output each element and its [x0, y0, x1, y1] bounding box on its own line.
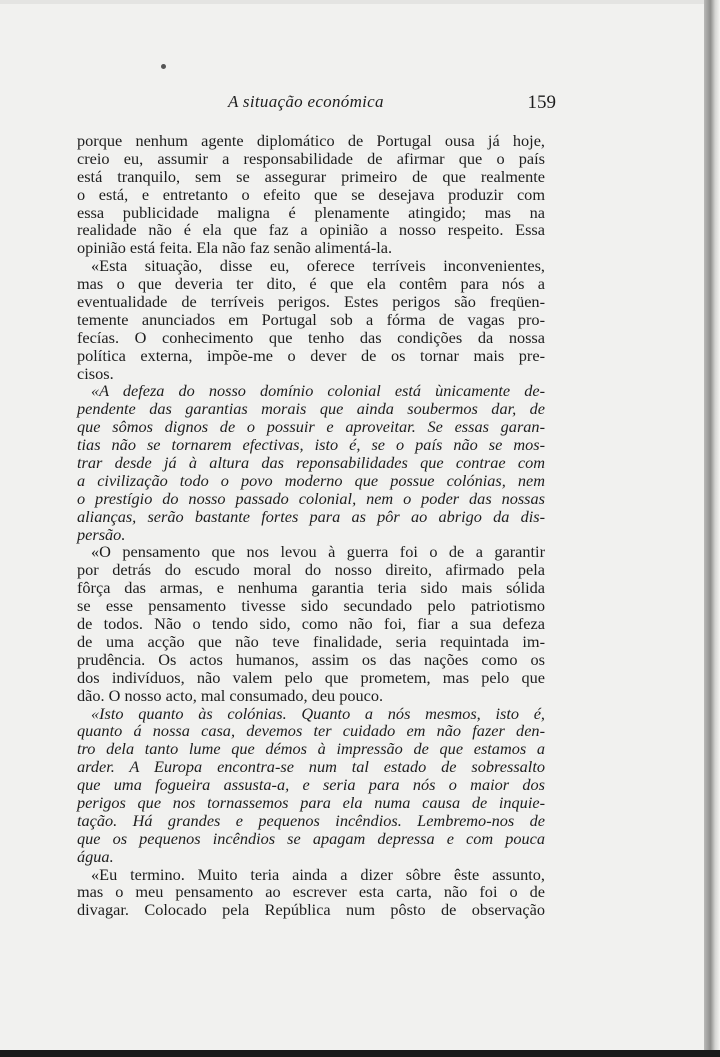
text-line: «Eu termino. Muito teria ainda a dizer sôbre êste assunto, [91, 864, 545, 884]
book-page [0, 4, 704, 1050]
text-line: o está, e entretanto o efeito que se desejava produzir com [77, 184, 545, 204]
text-line: essa publicidade maligna é plenamente atingido; mas na [77, 202, 545, 222]
text-line: temente anunciados em Portugal sob a fórma de vagas pro- [77, 309, 545, 329]
text-line: «Isto quanto às colónias. Quanto a nós mesmos, isto é, [91, 703, 545, 723]
text-line: eventualidade de terríveis perigos. Estes perigos são freqüen- [77, 292, 545, 312]
text-line: fecías. O conhecimento que tenho das condições da nossa [77, 327, 545, 347]
text-line: que uma fogueira assusta-a, e seria para nós o maior dos [77, 775, 545, 795]
text-line: a civilização todo o povo moderno que possue colónias, nem [77, 470, 545, 490]
text-line: alianças, serão bastante fortes para as pôr ao abrigo da dis- [77, 506, 545, 526]
text-line: creio eu, assumir a responsabilidade de afirmar que o país [77, 148, 545, 168]
ink-speck [161, 64, 166, 69]
text-line: opinião está feita. Ela não faz senão alimentá-la. [77, 238, 393, 258]
text-line: que os pequenos incêndios se apagam depressa e com pouca [77, 828, 545, 848]
text-line: cisos. [77, 363, 114, 383]
text-line: está tranquilo, sem se assegurar primeiro de que realmente [77, 166, 545, 186]
text-line: realidade não é ela que faz a opinião a nosso respeito. Essa [77, 220, 545, 240]
text-line: política externa, impõe-me o dever de os tornar mais pre- [77, 345, 545, 365]
text-line: água. [77, 846, 114, 866]
text-line: divagar. Colocado pela República num pôsto de observação [77, 900, 545, 920]
body-text [77, 132, 545, 919]
page-edge [704, 0, 720, 1057]
text-line: prudência. Os actos humanos, assim os das nações como os [77, 649, 545, 669]
text-line: fôrça das armas, e nenhuma garantia teria sido mais sólida [77, 578, 545, 598]
text-line: trar desde já à altura das reponsabilidades que contrae com [77, 453, 545, 473]
text-line: tro dela tanto lume que démos à impressão de que estamos a [77, 739, 545, 759]
text-line: se esse pensamento tivesse sido secundado pelo patriotismo [77, 596, 545, 616]
scan-border [0, 1050, 720, 1057]
page-header [228, 92, 556, 118]
page-number: 159 [527, 92, 556, 113]
text-line: quanto á nossa casa, devemos ter cuidado em não fazer den- [77, 721, 545, 741]
running-title: A situação económica [228, 92, 384, 111]
text-line: por detrás do escudo moral do nosso direito, afirmado pela [77, 560, 545, 580]
text-line: pendente das garantias morais que ainda soubermos dar, de [77, 399, 545, 419]
text-line: porque nenhum agente diplomático de Portugal ousa já hoje, [77, 131, 545, 150]
text-line: «O pensamento que nos levou à guerra foi o de a garantir [91, 542, 545, 562]
text-line: mas o que deveria ter dito, é que ela contêm para nós a [77, 274, 545, 294]
text-line: tias não se tornarem efectivas, isto é, se o país não se mos- [77, 435, 545, 455]
text-line: dão. O nosso acto, mal consumado, deu pouco. [77, 685, 384, 705]
text-line: «A defeza do nosso domínio colonial está ùnicamente de- [91, 381, 545, 401]
text-line: que sômos dignos de o possuir e aproveitar. Se essas garan- [77, 417, 545, 437]
text-line: de todos. Não o tendo sido, como não foi, fiar a sua defeza [77, 614, 545, 634]
text-line: «Esta situação, disse eu, oferece terríveis inconvenientes, [91, 256, 545, 276]
text-line: o prestígio do nosso passado colonial, nem o poder das nossas [77, 488, 545, 508]
text-line: arder. A Europa encontra-se num tal estado de sobressalto [77, 757, 545, 777]
text-line: persão. [77, 524, 126, 544]
text-line: perigos que nos tornassemos para ela numa causa de inquie- [77, 792, 545, 812]
text-line: de uma acção que não teve finalidade, seria requintada im- [77, 631, 545, 651]
text-line: tação. Há grandes e pequenos incêndios. Lembremo-nos de [77, 810, 545, 830]
text-line: mas o meu pensamento ao escrever esta carta, não foi o de [77, 882, 545, 902]
text-line: dos indivíduos, não valem pelo que prometem, mas pelo que [77, 667, 545, 687]
